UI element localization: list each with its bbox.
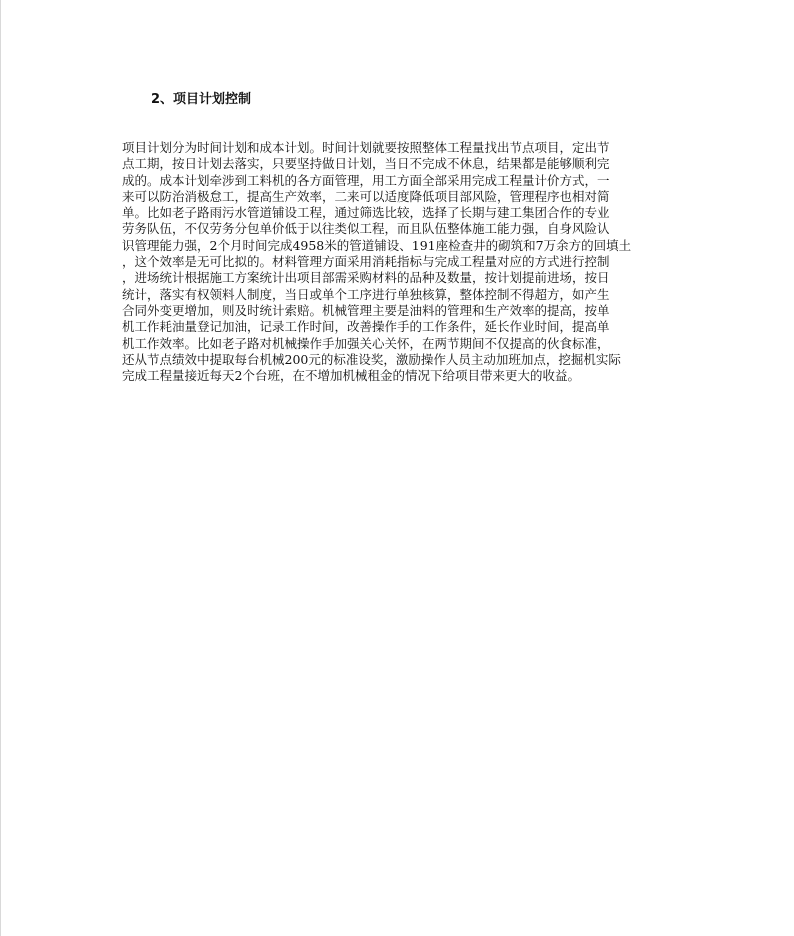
- paragraph-line: 识管理能力强，2个月时间完成4958米的管道铺设、191座检查井的砌筑和7万余方的回填土: [122, 237, 632, 253]
- paragraph-line: 项目计划分为时间计划和成本计划。时间计划就要按照整体工程量找出节点项目，定出节: [122, 140, 610, 155]
- paragraph-line: 统计，落实有权领料人制度，当日或单个工序进行单独核算，整体控制不得超方，如产生: [122, 286, 610, 302]
- paragraph-line: 单。比如老子路雨污水管道铺设工程，通过筛选比较，选择了长期与建工集团合作的专业: [122, 205, 610, 221]
- paragraph-line: ，进场统计根据施工方案统计出项目部需采购材料的品种及数量，按计划提前进场，按日: [122, 270, 610, 286]
- paragraph-line: 机工作效率。比如老子路对机械操作手加强关心关怀，在两节期间不仅提高的伙食标准，: [122, 335, 610, 351]
- paragraph-line: 还从节点绩效中提取每台机械200元的标准设奖，激励操作人员主动加班加点，挖掘机实际: [122, 351, 621, 367]
- paragraph-line: 成的。成本计划牵涉到工料机的各方面管理，用工方面全部采用完成工程量计价方式，一: [122, 172, 610, 188]
- paragraph-line: 劳务队伍，不仅劳务分包单价低于以往类似工程，而且队伍整体施工能力强，自身风险认: [122, 221, 610, 237]
- paragraph-line: 来可以防治消极怠工，提高生产效率，二来可以适度降低项目部风险，管理程序也相对简: [122, 188, 610, 204]
- paragraph-line: 机工作耗油量登记加油，记录工作时间，改善操作手的工作条件，延长作业时间，提高单: [122, 319, 610, 335]
- paragraph-line: 点工期，按日计划去落实，只要坚持做日计划，当日不完成不休息，结果都是能够顺利完: [122, 156, 610, 172]
- paragraph-line: 合同外变更增加，则及时统计索赔。机械管理主要是油料的管理和生产效率的提高，按单: [122, 302, 610, 318]
- section-heading: 2、项目计划控制: [151, 92, 252, 107]
- paragraph-line: 完成工程量接近每天2个台班，在不增加机械租金的情况下给项目带来更大的收益。: [122, 368, 580, 384]
- paragraph-line: ，这个效率是无可比拟的。材料管理方面采用消耗指标与完成工程量对应的方式进行控制: [122, 254, 610, 270]
- body-paragraph: [122, 140, 682, 384]
